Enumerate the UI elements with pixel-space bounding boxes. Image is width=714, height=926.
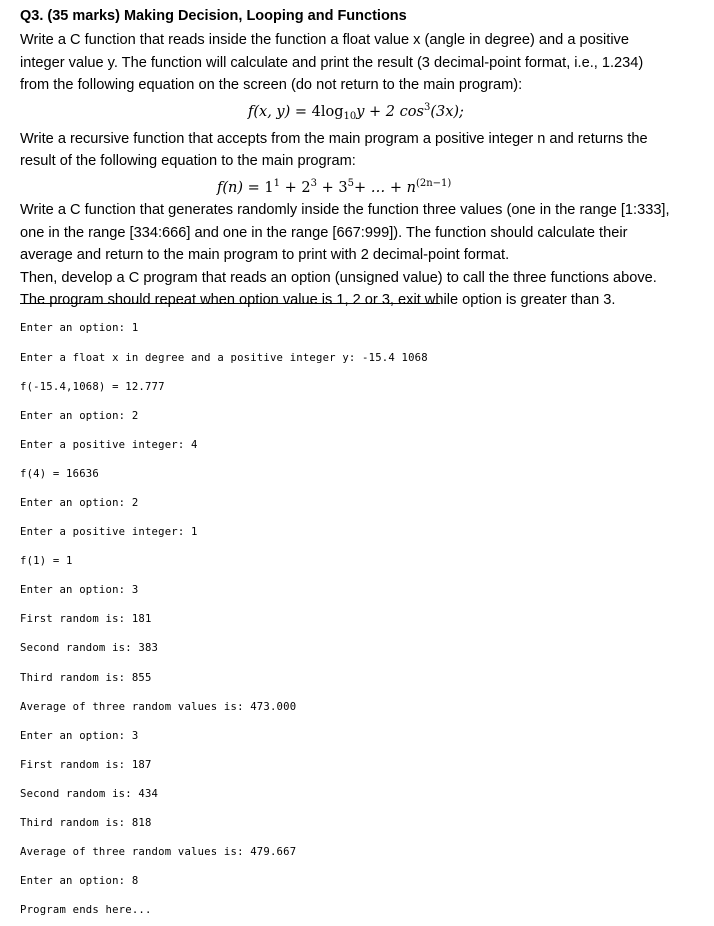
console-line: Second random is: 434: [20, 787, 159, 800]
paragraph-line: The program should repeat when option value is 1, 2 or 3, exit while option is greater than 3.: [20, 292, 616, 309]
paragraph-line: Write a C function that reads inside the function a float value x (angle in degree) and a positive: [20, 32, 629, 48]
console-line: Enter an option: 3: [20, 584, 139, 597]
paragraph-line: from the following equation on the screen (do not return to the main program):: [20, 77, 523, 94]
eq2-term2: 2: [301, 179, 311, 196]
paragraph-line: integer value y. The function will calculate and print the result (3 decimal-point format, i.e., 1.234): [20, 54, 644, 71]
eq1-sup: 3: [423, 101, 431, 113]
eq2-term4-exp: (2n−1): [415, 177, 452, 189]
equation-f-xy: [20, 97, 700, 128]
eq1-sub: 10: [343, 110, 357, 122]
console-line: First random is: 187: [20, 758, 152, 771]
paragraph-line: Then, develop a C program that reads an option (unsigned value) to call the three functions above.: [20, 269, 657, 286]
console-line: Third random is: 855: [20, 671, 152, 684]
question-document: [20, 6, 700, 312]
console-line: Third random is: 818: [20, 817, 152, 829]
console-line: Enter a positive integer: 1: [20, 526, 198, 539]
console-line: f(4) = 16636: [20, 467, 99, 480]
console-line: Average of three random values is: 473.000: [20, 700, 297, 713]
equation-f-n: [20, 173, 700, 199]
paragraph-line: average and return to the main program to print with 2 decimal-point format.: [20, 247, 510, 264]
eq2-plus: +: [280, 179, 302, 196]
paragraph-line: result of the following equation to the main program:: [20, 153, 356, 170]
console-line: Program ends here...: [20, 904, 152, 917]
eq1-lhs: f(x, y) =: [248, 103, 308, 120]
eq1-coef: 4log: [311, 103, 344, 120]
paragraph-line: Write a C function that generates randomly inside the function three values (one in the range [1:333],: [20, 201, 670, 218]
eq2-lhs: f(n) =: [217, 179, 260, 196]
eq2-term1: 1: [264, 179, 274, 196]
eq1-mid: y + 2 cos: [356, 103, 424, 120]
eq2-term3: 3: [338, 179, 348, 196]
console-line: f(1) = 1: [20, 555, 73, 568]
console-line: f(-15.4,1068) = 12.777: [20, 380, 165, 393]
question-title: Q3. (35 marks) Making Decision, Looping and Functions: [20, 8, 407, 24]
console-line: First random is: 181: [20, 613, 152, 626]
paragraph-line: one in the range [334:666] and one in the range [667:999]). The function should calculate their: [20, 224, 628, 241]
console-output: [20, 303, 440, 926]
console-line: Enter an option: 2: [20, 496, 139, 509]
eq2-term2-exp: 3: [310, 177, 317, 189]
eq2-term1-exp: 1: [273, 177, 280, 189]
eq2-dots: + … + n: [353, 179, 416, 196]
console-line: Enter an option: 1: [20, 322, 139, 335]
console-line: Enter an option: 3: [20, 729, 139, 742]
console-line: Average of three random values is: 479.667: [20, 846, 297, 859]
console-line: Enter a positive integer: 4: [20, 438, 198, 451]
paragraph-line: Write a recursive function that accepts from the main program a positive integer n and returns the: [20, 130, 648, 147]
eq2-plus: +: [316, 179, 339, 196]
eq1-tail: (3x);: [430, 103, 464, 120]
console-line: Enter an option: 8: [20, 875, 139, 888]
eq2-term3-exp: 5: [347, 177, 354, 189]
console-line: Enter an option: 2: [20, 409, 139, 422]
console-line: Second random is: 383: [20, 642, 159, 655]
console-line: Enter a float x in degree and a positive integer y: -15.4 1068: [20, 351, 428, 364]
